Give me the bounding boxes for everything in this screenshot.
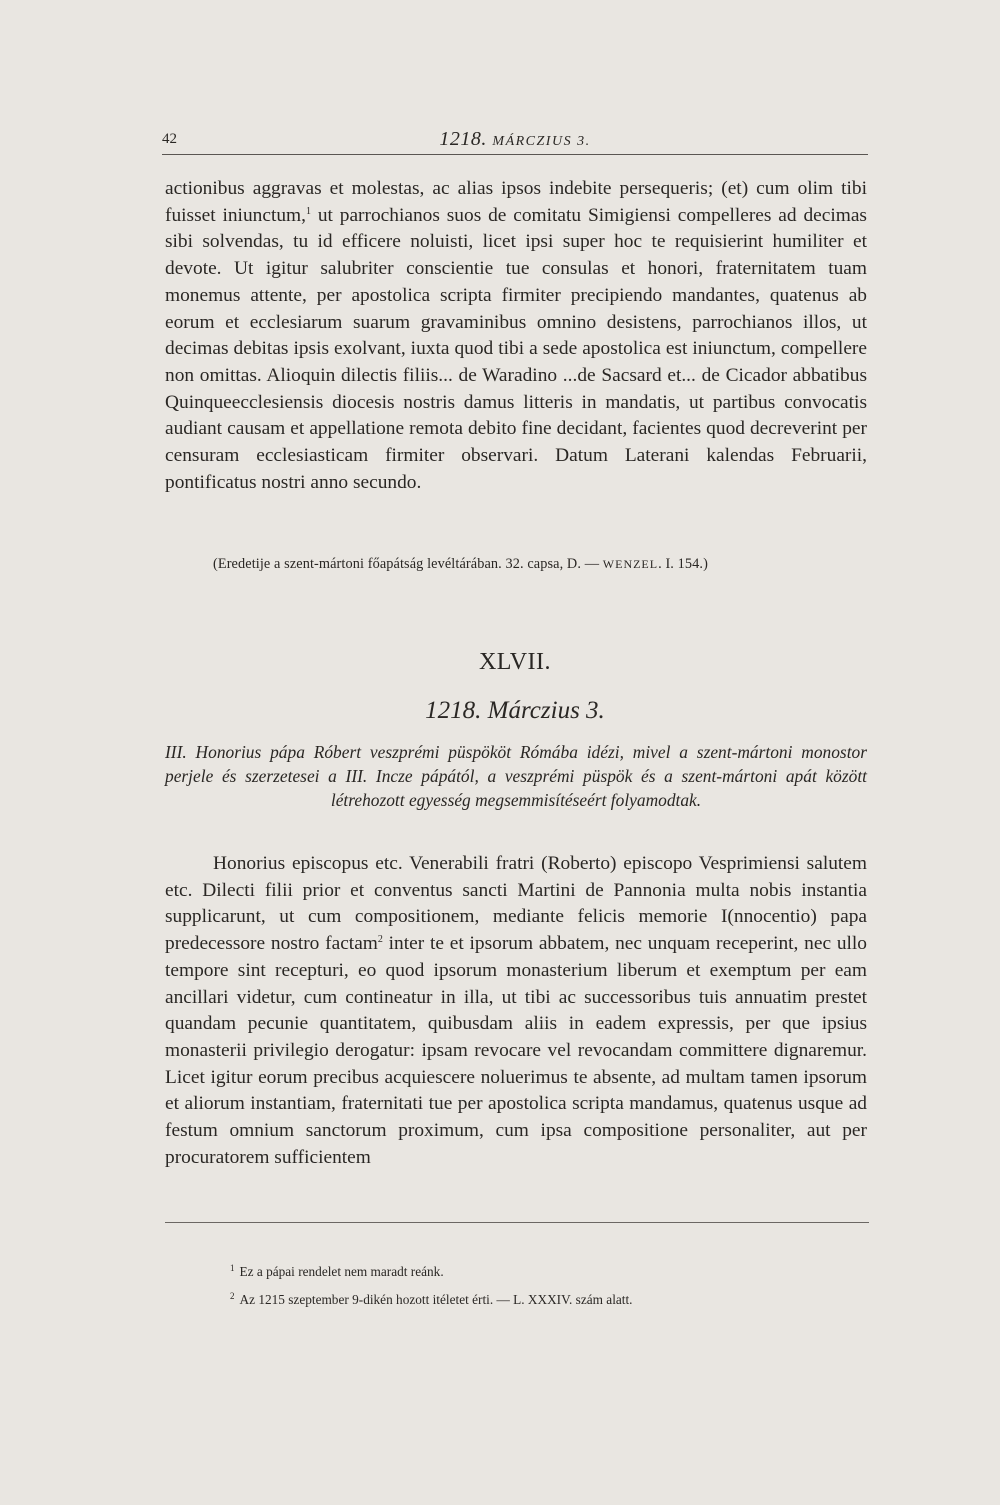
paragraph bbox=[165, 851, 867, 1171]
document-date: 1218. Márczius 3. bbox=[425, 697, 605, 724]
page-number: 42 bbox=[162, 131, 177, 147]
source-note-author: WENZEL bbox=[602, 557, 659, 571]
paragraph-text: inter te et ipsorum abbatem, nec unquam receperint, nec ullo tempore sint recepturi, eo quod ipsorum monasterium liberum et exemptum per eam ancillari videtur, cum contineatur in illa, ut tibi ac successoribus tuis annuatim prestet quandam pecunie quantitatem, quibusdam aliis in eadem expressis, per que ipsius monasterii privilegio derogatur: ipsam revocare vel revocandam committere dignaremur. Licet igitur eorum precibus acquiescere noluerimus te absente, ad multam tamen ipsorum et aliorum instantiam, fraternitati tue per apostolica scripta mandamus, quatenus usque ad festum omnium sanctorum proximum, cum ipsa compositione personaliter, aut per procuratorem sufficientem bbox=[165, 933, 867, 1168]
footnote-text: Ez a pápai rendelet nem maradt reánk. bbox=[239, 1264, 444, 1279]
running-head-year: 1218. bbox=[439, 128, 487, 150]
footnote-item bbox=[230, 1256, 850, 1284]
footnotes bbox=[230, 1256, 850, 1312]
footnote-item bbox=[230, 1284, 850, 1312]
footnote-text: Az 1215 szeptember 9-dikén hozott itéletet érti. — L. XXXIV. szám alatt. bbox=[239, 1292, 633, 1307]
paragraph-text bbox=[165, 178, 867, 493]
page-header bbox=[162, 128, 868, 155]
footnote-divider bbox=[165, 1222, 869, 1223]
document-number: XLVII. bbox=[478, 649, 552, 675]
paragraph-text: Honorius episcopus etc. Venerabili fratri (Roberto) episcopo Vesprimiensi salutem etc. Dilecti filii prior et conventus sancti Martini de Pannonia multa nobis instantia supplicarunt, ut cum compositionem, mediante felicis memorie I(nnocentio) papa predecessore nostro factam bbox=[165, 853, 867, 955]
document-summary: III. Honorius pápa Róbert veszprémi püspököt Rómába idézi, mivel a szent-mártoni monostor perjele és szerzetesei a III. Incze pápától, a veszprémi püspök és a szent-mártoni apát között létrehozott egyesség megsemmisítéseért folyamodtak. bbox=[165, 742, 867, 810]
footnote-mark: 2 bbox=[230, 1291, 235, 1301]
source-note-text: (Eredetije a szent-mártoni főapátság levéltárában. 32. capsa, D. — bbox=[213, 556, 603, 572]
footnote-mark: 1 bbox=[230, 1263, 235, 1273]
footnote-reference[interactable]: 1 bbox=[305, 205, 311, 217]
running-head bbox=[162, 128, 868, 151]
running-head-date: MÁRCZIUS 3. bbox=[492, 134, 591, 149]
paragraph-text-part: actionibus aggravas et molestas, ac alias ipsos indebite persequeris; (et) cum olim tibi fuisset iniunctum, bbox=[165, 178, 867, 226]
text-block-continuation bbox=[165, 176, 867, 496]
paragraph bbox=[165, 176, 867, 496]
footnote-reference[interactable]: 2 bbox=[377, 934, 383, 946]
source-note bbox=[213, 554, 853, 574]
paragraph-text-part: ut parrochianos suos de comitatu Simigiensi compelleres ad decimas sibi solvendas, tu id efficere noluisti, licet ipsi super hoc te requisierint humiliter et devote. Ut igitur salubriter conscientie tue consulas et honori, fraternitatem tuam monemus attente, per apostolica scripta firmiter precipiendo mandantes, quatenus ab eorum et ecclesiarum suarum gravaminibus omnino desistens, parrochianos illos, ut decimas debitas ipsis exolvant, iuxta quod tibi a sede apostolica est iniunctum, compellere non omittas. Alioquin dilectis filiis... de Waradino ...de Sacsard et... de Cicador abbatibus Quinqueecclesiensis diocesis nostris damus litteris in mandatis, ut partibus convocatis audiant causam et appellatione remota debito fine decidant, facientes quod decreverint per censuram ecclesiasticam firmiter observari. Datum Laterani kalendas Februarii, pontificatus nostri anno secundo. bbox=[165, 204, 867, 493]
text-block-letter bbox=[165, 851, 867, 1171]
source-note-reference: . I. 154.) bbox=[658, 556, 708, 572]
